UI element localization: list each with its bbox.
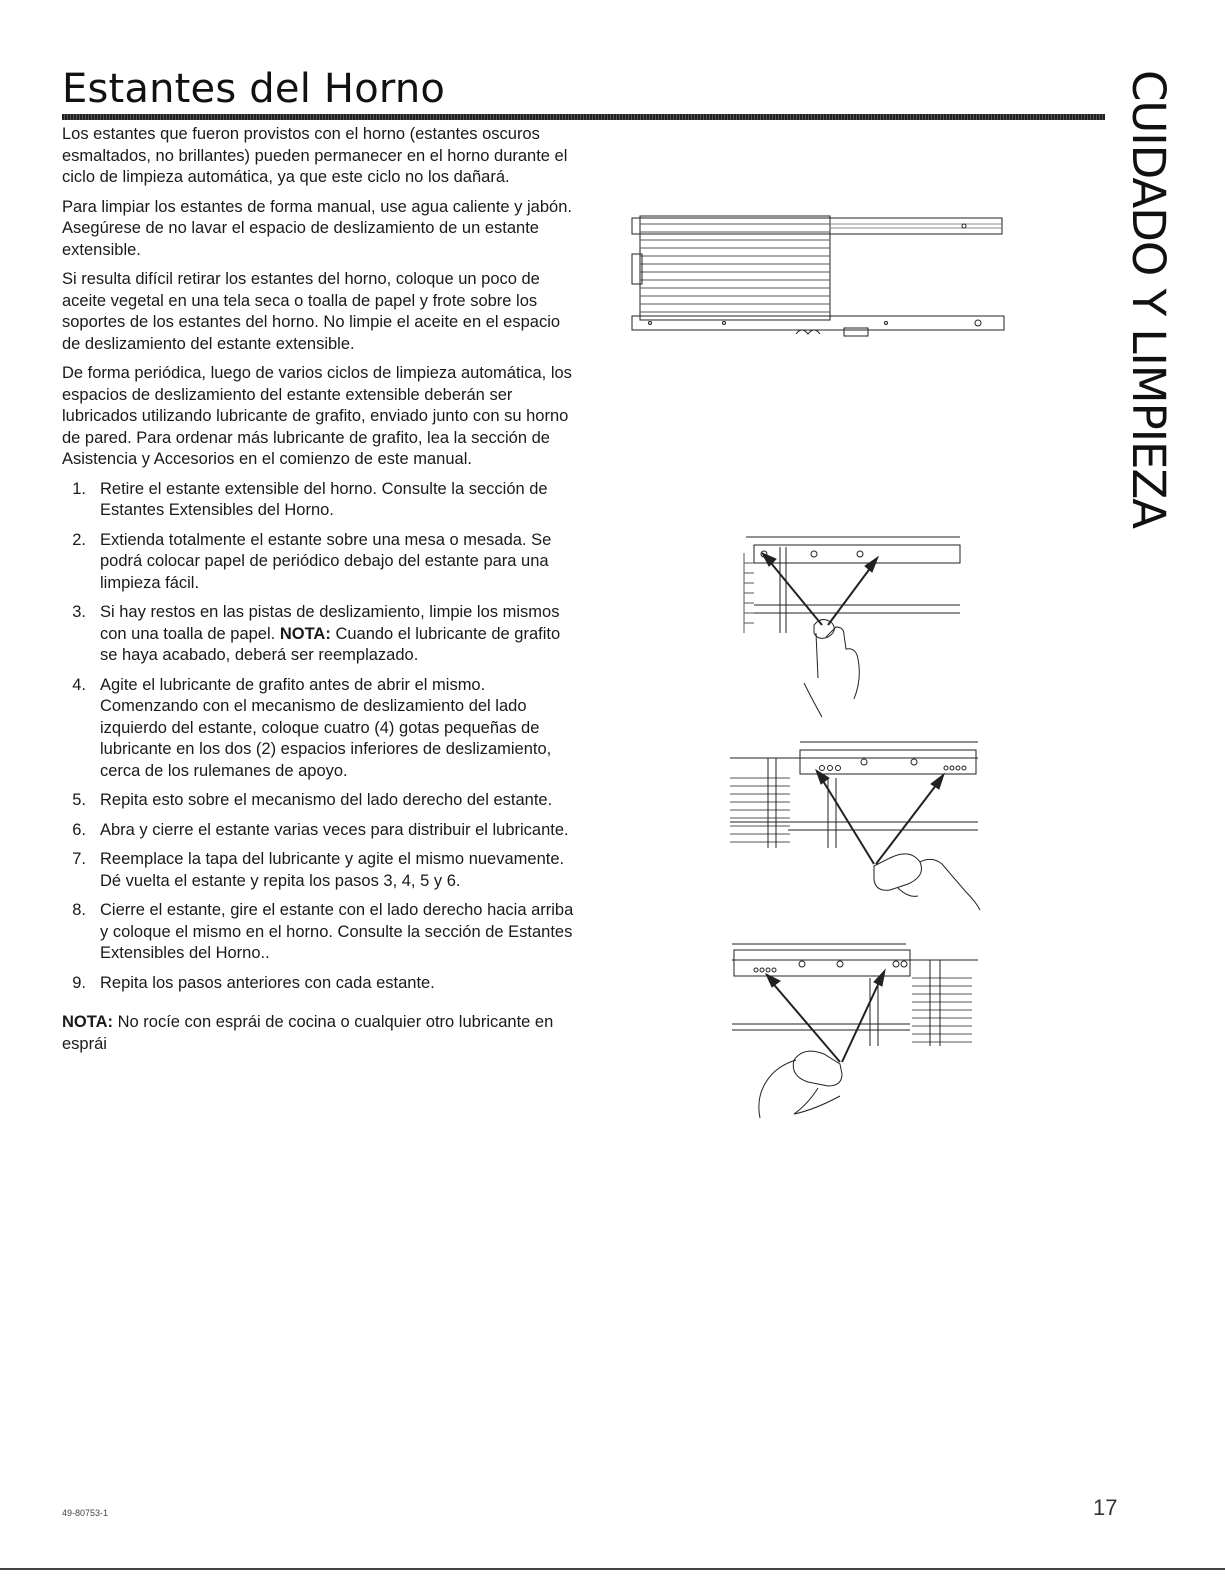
step-number: 6.: [72, 820, 86, 839]
page-title: Estantes del Horno: [62, 66, 446, 112]
step-item: [62, 900, 582, 965]
extended-shelf-illustration: [628, 210, 1013, 345]
step-item: [62, 479, 582, 522]
intro-paragraph-3: Si resulta difícil retirar los estantes del horno, coloque un poco de aceite vegetal en una tela seca o toalla de papel y frote sobre los soportes de los estantes del horno. No limpie el aceite en el espacio de deslizamiento del estante extensible.: [62, 270, 561, 353]
step-item: [62, 973, 582, 995]
final-note: [62, 1012, 582, 1055]
step-text: Abra y cierre el estante varias veces para distribuir el lubricante.: [100, 820, 569, 839]
step-number: 2.: [72, 530, 86, 549]
step-text: Si hay restos en las pistas de deslizamiento, limpie los mismos con una toalla de papel.: [100, 603, 560, 643]
lubricate-right-illustration: [730, 938, 980, 1128]
section-side-tab: [1122, 70, 1175, 529]
step-number: 5.: [72, 791, 86, 809]
wipe-track-illustration: [742, 533, 964, 718]
step-item: [62, 530, 582, 595]
step-number: 8.: [72, 901, 86, 919]
step-item: [62, 602, 582, 667]
intro-paragraph-1: Los estantes que fueron provistos con el horno (estantes oscuros esmaltados, no brillantes) pueden permanecer en el horno durante el ciclo de limpieza automática, ya que este ciclo no los dañará.: [62, 125, 568, 186]
step-text: Cierre el estante, gire el estante con el lado derecho hacia arriba y coloque el mismo en el horno. Consulte la sección de Estantes Extensibles del Horno..: [100, 901, 574, 962]
page-number: 17: [1093, 1495, 1118, 1520]
step-note-text: Cuando el lubricante de grafito se haya acabado, deberá ser reemplazado.: [100, 624, 561, 664]
intro-paragraph-2: Para limpiar los estantes de forma manual, use agua caliente y jabón. Asegúrese de no lavar el espacio de deslizamiento de un estante extensible.: [62, 197, 572, 259]
step-text: Agite el lubricante de grafito antes de abrir el mismo. Comenzando con el mecanismo de deslizamiento del lado izquierdo del estante, coloque cuatro (4) gotas pequeñas de lubricante en los dos (2) espacios inferiores de deslizamiento, cerca de los rulemanes de apoyo.: [100, 675, 552, 780]
bottom-rule: [0, 1568, 1225, 1570]
step-item: [62, 849, 582, 892]
step-number: 1.: [72, 479, 86, 498]
steps-list: [62, 479, 582, 995]
body-text: [62, 124, 582, 1063]
step-text: Repita esto sobre el mecanismo del lado derecho del estante.: [100, 791, 553, 809]
side-tab-label: CUIDADO Y LIMPIEZA: [1122, 70, 1175, 529]
document-code: 49-80753-1: [62, 1508, 109, 1518]
step-text: Extienda totalmente el estante sobre una mesa o mesada. Se podrá colocar papel de periódico debajo del estante para una limpieza fácil.: [100, 530, 552, 592]
final-note-text: No rocíe con esprái de cocina o cualquier otro lubricante en esprái: [62, 1013, 554, 1053]
step-number: 4.: [72, 675, 86, 694]
final-note-label: NOTA:: [62, 1013, 114, 1031]
step-note-label: NOTA:: [279, 624, 331, 643]
step-number: 3.: [72, 603, 86, 621]
step-item: [62, 675, 582, 783]
lubricate-left-illustration: [728, 738, 980, 910]
step-text: Repita los pasos anteriores con cada estante.: [100, 973, 435, 992]
step-text: Retire el estante extensible del horno. Consulte la sección de Estantes Extensibles del Horno.: [100, 479, 548, 519]
step-number: 9.: [72, 973, 86, 992]
step-item: [62, 820, 582, 842]
step-item: [62, 790, 582, 812]
intro-paragraph-4: De forma periódica, luego de varios ciclos de limpieza automática, los espacios de deslizamiento del estante extensible deberán ser lubricados utilizando lubricante de grafito, enviado junto con su horno de pared. Para ordenar más lubricante de grafito, lea la sección de Asistencia y Accesorios en el comienzo de este manual.: [62, 364, 572, 468]
title-rule: [62, 114, 1105, 120]
step-number: 7.: [72, 850, 86, 868]
step-text: Reemplace la tapa del lubricante y agite el mismo nuevamente. Dé vuelta el estante y repita los pasos 3, 4, 5 y 6.: [100, 850, 565, 890]
